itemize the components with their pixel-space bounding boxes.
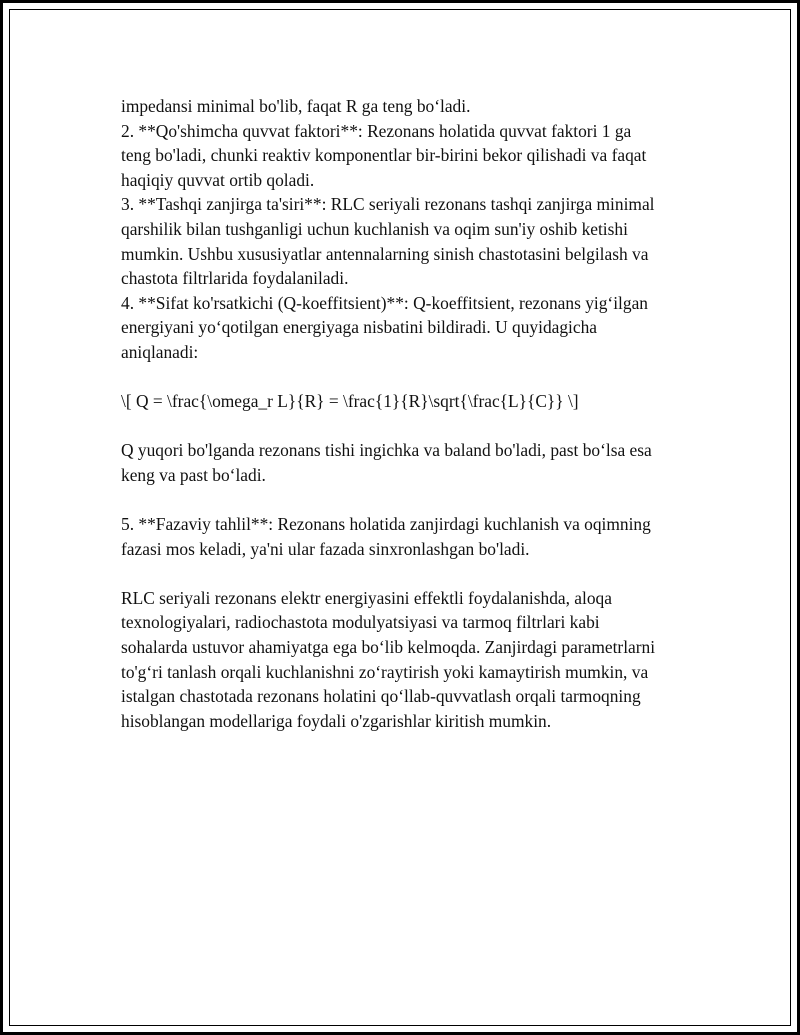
text-line: 4. **Sifat ko'rsatkichi (Q-koeffitsient)**: Q-koeffitsient, rezonans yig‘ilgan: [121, 292, 648, 313]
paragraph-phase-analysis: [121, 512, 701, 561]
text-line: 2. **Qo'shimcha quvvat faktori**: Rezonans holatida quvvat faktori 1 ga: [121, 120, 632, 141]
document-body: [121, 94, 701, 733]
text-line: RLC seriyali rezonans elektr energiyasini effektli foydalanishda, aloqa: [121, 587, 612, 608]
text-line: hisoblangan modellariga foydali o'zgarishlar kiritish mumkin.: [121, 710, 552, 731]
blank-line: [121, 488, 701, 513]
paragraph-conclusion: [121, 586, 701, 734]
blank-line: [121, 561, 701, 586]
text-line: chastota filtrlarida foydalaniladi.: [121, 268, 349, 289]
text-line: haqiqiy quvvat ortib qoladi.: [121, 169, 315, 190]
text-line: aniqlanadi:: [121, 341, 199, 362]
text-line: sohalarda ustuvor ahamiyatga ega bo‘lib kelmoqda. Zanjirdagi parametrlarni: [121, 637, 656, 658]
formula-line: \[ Q = \frac{\omega_r L}{R} = \frac{1}{R}\sqrt{\frac{L}{C}} \]: [121, 391, 579, 412]
text-line: 5. **Fazaviy tahlil**: Rezonans holatida zanjirdagi kuchlanish va oqimning: [121, 514, 651, 535]
paragraph-q-explanation: [121, 438, 701, 487]
text-line: teng bo'ladi, chunki reaktiv komponentlar bir-birini bekor qilishadi va faqat: [121, 145, 647, 166]
text-line: 3. **Tashqi zanjirga ta'siri**: RLC seriyali rezonans tashqi zanjirga minimal: [121, 194, 655, 215]
paragraph-intro-list: [121, 94, 701, 365]
text-line: istalgan chastotada rezonans holatini qo‘llab-quvvatlash orqali tarmoqning: [121, 686, 641, 707]
text-line: to'g‘ri tanlash orqali kuchlanishni zo‘raytirish yoki kamaytirish mumkin, va: [121, 661, 649, 682]
text-line: energiyani yo‘qotilgan energiyaga nisbatini bildiradi. U quyidagicha: [121, 317, 598, 338]
text-line: fazasi mos keladi, ya'ni ular fazada sinxronlashgan bo'ladi.: [121, 538, 530, 559]
text-line: impedansi minimal bo'lib, faqat R ga teng bo‘ladi.: [121, 96, 471, 116]
formula-q-factor: [121, 389, 701, 414]
blank-line: [121, 365, 701, 390]
blank-line: [121, 414, 701, 439]
text-line: mumkin. Ushbu xususiyatlar antennalarning sinish chastotasini belgilash va: [121, 243, 649, 264]
text-line: qarshilik bilan tushganligi uchun kuchlanish va oqim sun'iy oshib ketishi: [121, 218, 628, 239]
text-line: Q yuqori bo'lganda rezonans tishi ingichka va baland bo'ladi, past bo‘lsa esa: [121, 440, 652, 461]
text-line: texnologiyalari, radiochastota modulyatsiyasi va tarmoq filtrlari kabi: [121, 612, 600, 633]
text-line: keng va past bo‘ladi.: [121, 464, 266, 485]
